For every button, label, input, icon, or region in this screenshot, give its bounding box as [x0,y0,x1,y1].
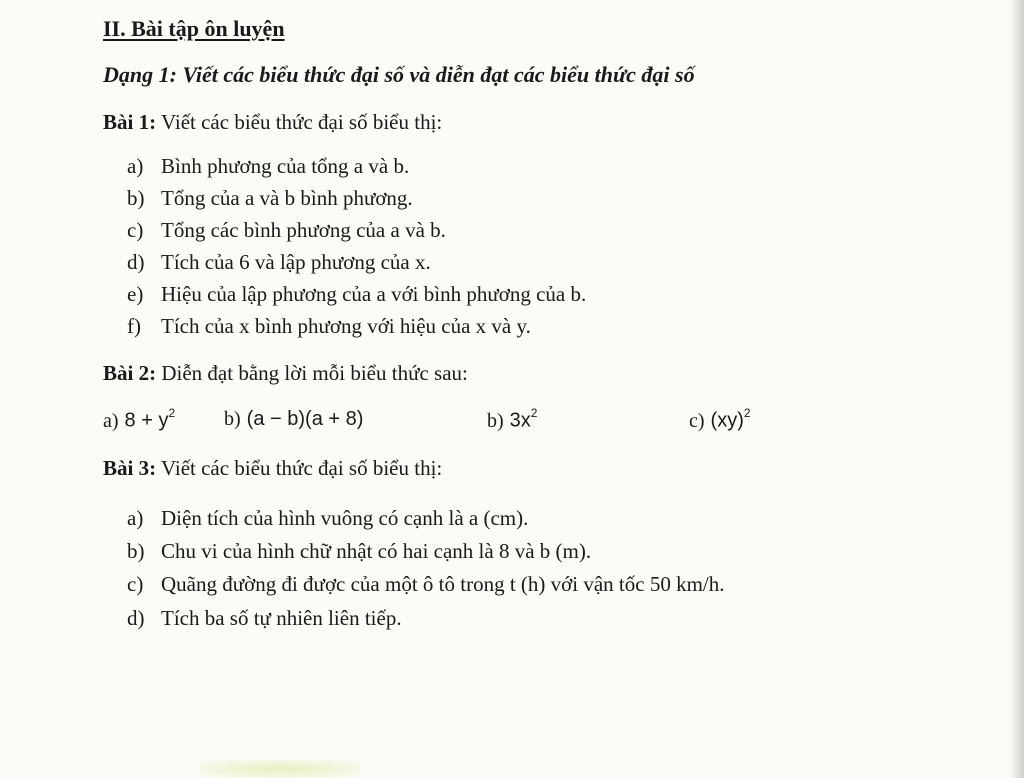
item-label: c) [127,572,144,596]
item-text: Hiệu của lập phương của a với bình phương của b. [161,282,587,306]
expr-base: 3x [509,409,531,432]
item-label: f) [127,314,141,338]
item-label: d) [127,606,145,630]
item-text: Tổng các bình phương của a và b. [161,218,446,242]
bai1-item-e [127,282,586,307]
expr-base: (xy) [710,409,744,432]
item-label: b) [127,539,145,563]
bai2-heading [103,361,468,386]
bai3-item-a [127,506,528,531]
expr-label: c) [689,409,705,432]
section-title: II. Bài tập ôn luyện [103,16,285,41]
bai1-item-f [127,314,531,339]
expr-base: (a − b)(a + 8) [246,408,364,430]
item-text: Tổng của a và b bình phương. [161,186,413,210]
dang-title: Dạng 1: Viết các biểu thức đại số và diễn đạt các biểu thức đại số [103,62,695,87]
paper-smudge [200,760,360,778]
bai1-item-a [127,154,409,179]
bai2-expr-b1 [224,408,363,431]
item-text: Quãng đường đi được của một ô tô trong t (h) với vận tốc 50 km/h. [161,572,725,596]
expr-base: 8 + y [124,409,169,432]
item-text: Tích của 6 và lập phương của x. [161,250,431,274]
bai2-expr-b2 [487,408,537,433]
expr-label: b) [487,409,504,432]
bai2-label: Bài 2: [103,361,157,385]
bai1-item-c [127,218,446,243]
bai1-text: Viết các biểu thức đại số biểu thị: [156,110,443,134]
expr-exponent: 2 [168,406,176,420]
item-text: Chu vi của hình chữ nhật có hai cạnh là 8 và b (m). [161,539,592,563]
item-label: a) [127,506,144,530]
bai3-text: Viết các biểu thức đại số biểu thị: [156,456,443,480]
item-label: b) [127,186,145,210]
bai1-item-b [127,186,413,211]
bai1-item-d [127,250,431,275]
bai3-heading [103,456,442,481]
expr-label: b) [224,408,241,430]
bai1-heading [103,110,442,135]
bai2-expr-a [103,408,175,433]
item-label: e) [127,282,144,306]
item-text: Tích của x bình phương với hiệu của x và y. [161,314,531,338]
item-text: Bình phương của tổng a và b. [161,154,410,178]
item-text: Diện tích của hình vuông có cạnh là a (cm). [161,506,529,530]
bai3-item-b [127,539,591,564]
item-label: c) [127,218,144,242]
expr-label: a) [103,409,119,432]
expr-exponent: 2 [530,406,538,420]
bai3-item-c [127,572,725,597]
bai3-label: Bài 3: [103,456,157,480]
bai2-text: Diễn đạt bằng lời mỗi biểu thức sau: [156,361,468,385]
item-text: Tích ba số tự nhiên liên tiếp. [161,606,402,630]
item-label: d) [127,250,145,274]
expr-exponent: 2 [743,406,751,420]
bai2-expr-c [689,408,751,433]
bai1-label: Bài 1: [103,110,157,134]
bai3-item-d [127,606,402,631]
page-edge-shadow [1010,0,1024,778]
item-label: a) [127,154,144,178]
